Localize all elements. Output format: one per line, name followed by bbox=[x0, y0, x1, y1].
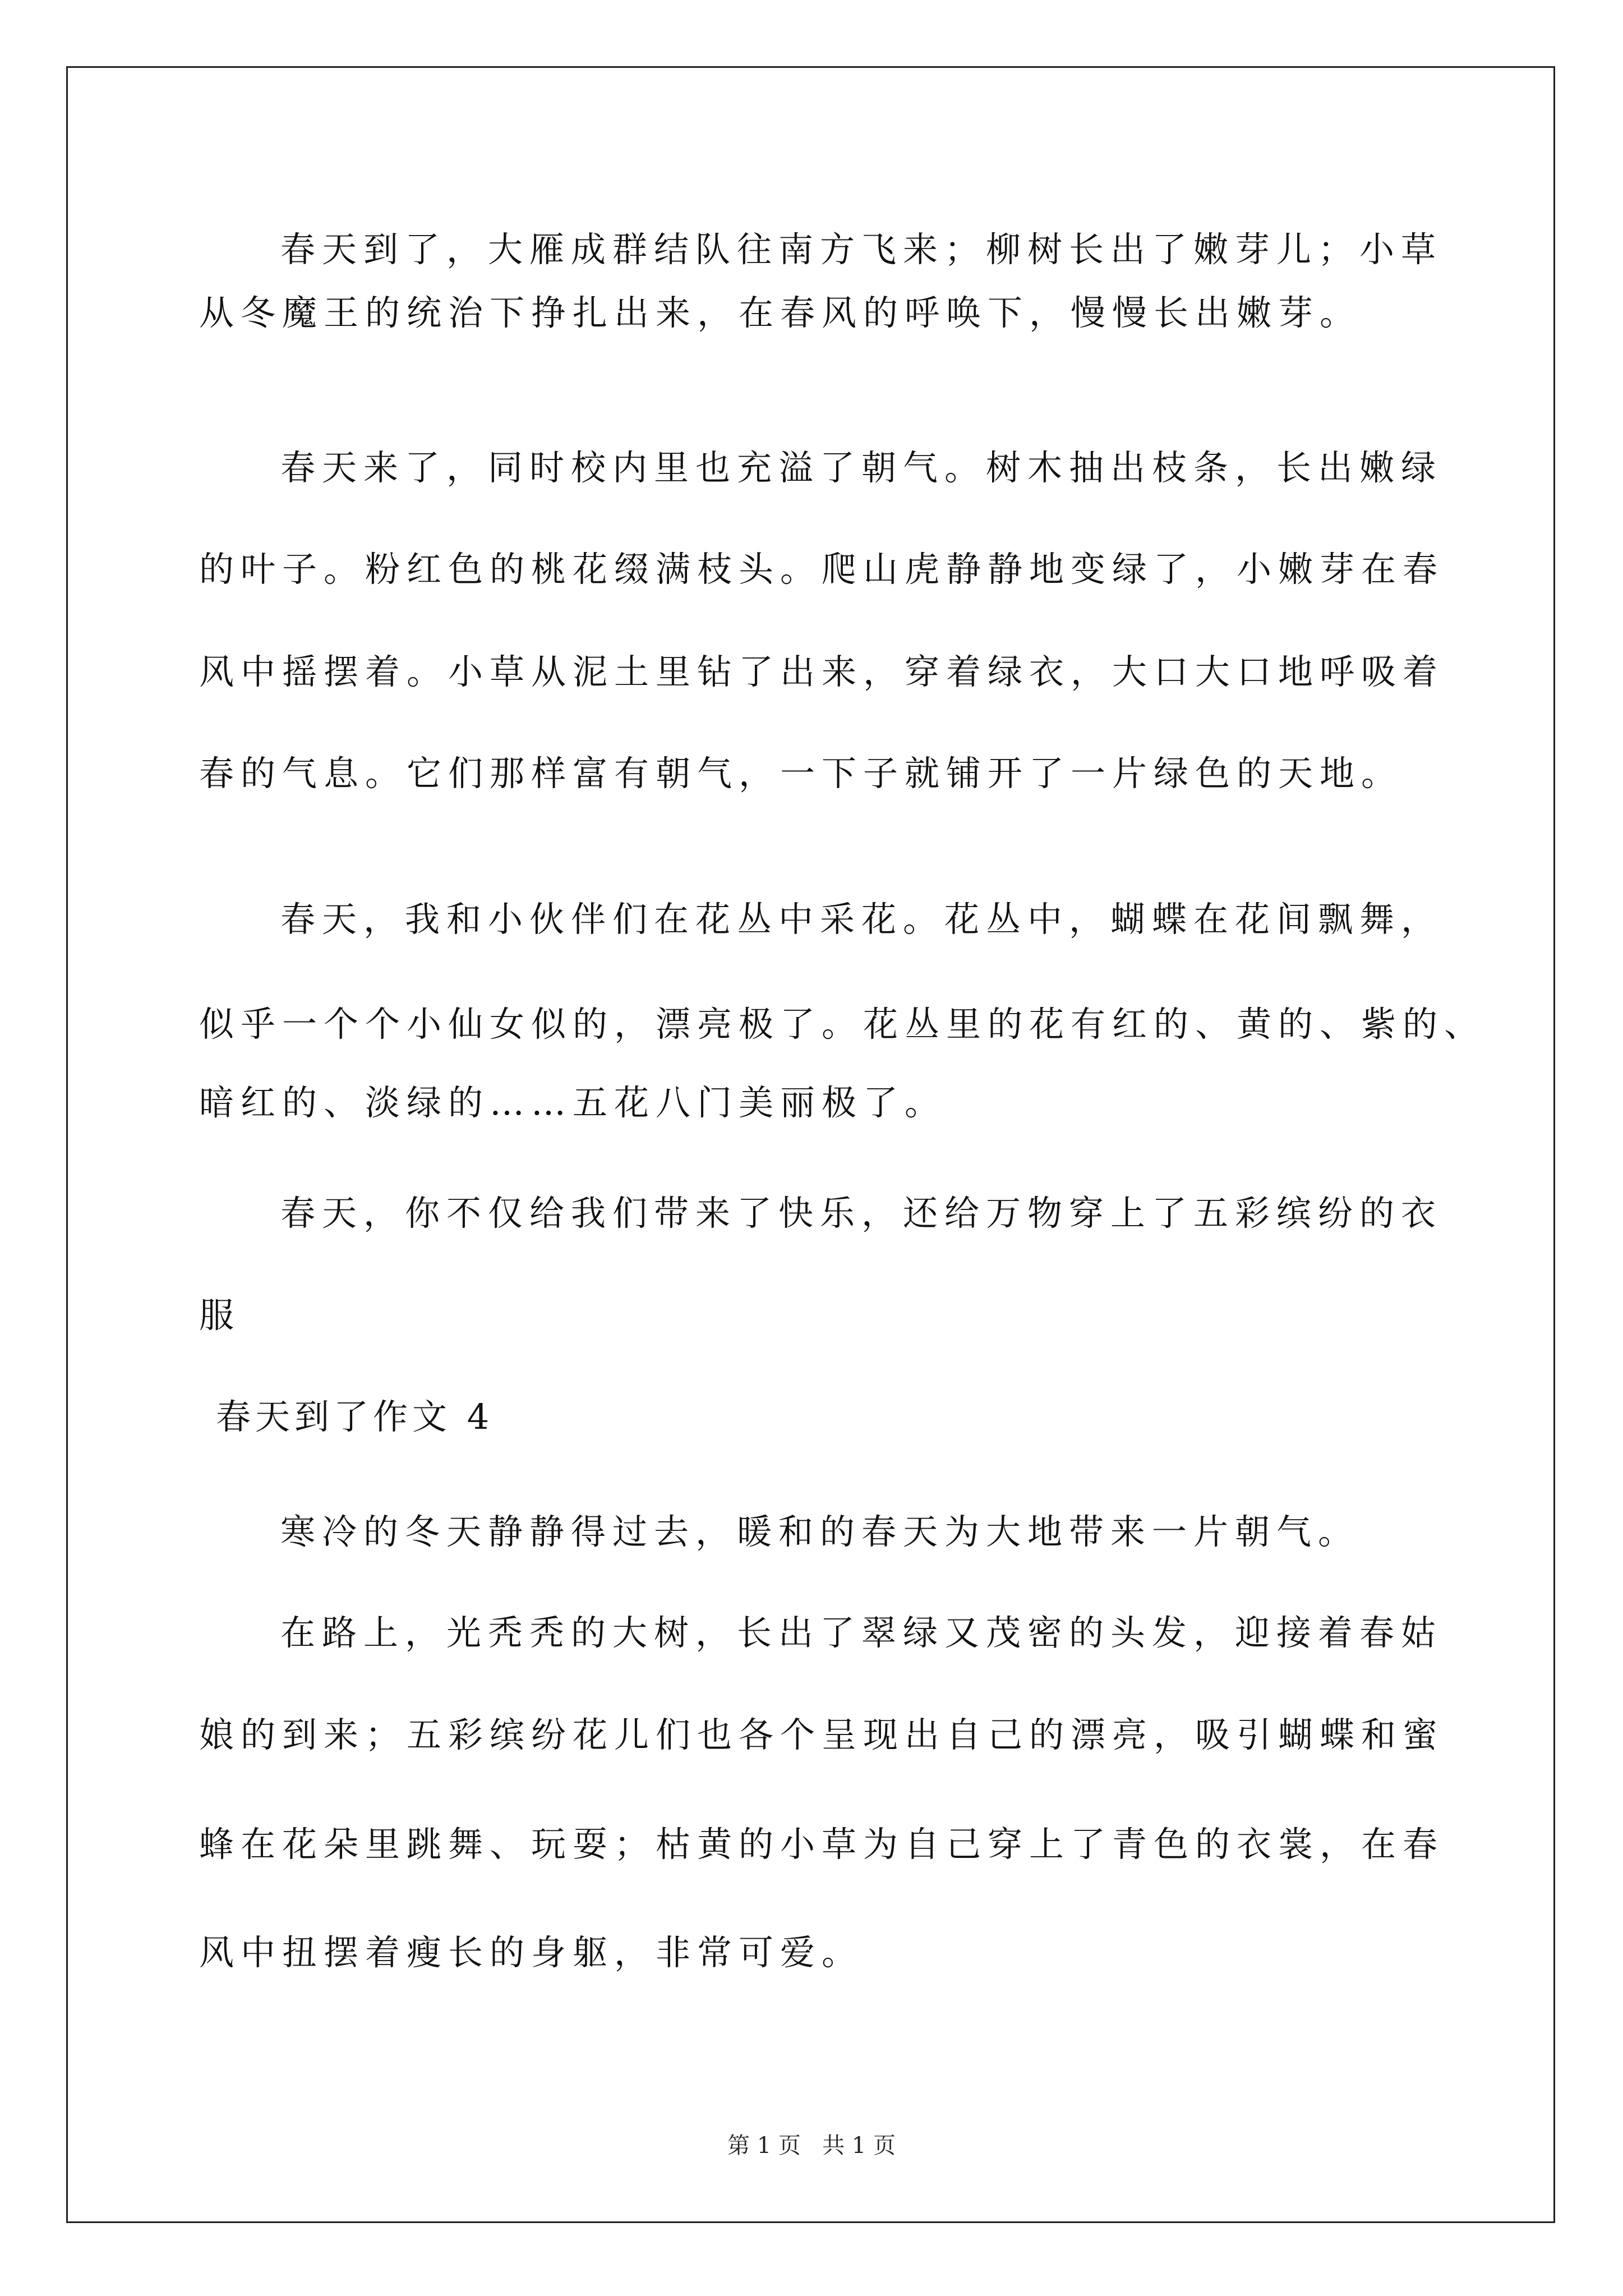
paragraph-line: 春的气息。它们那样富有朝气，一下子就铺开了一片绿色的天地。 bbox=[199, 753, 1403, 794]
paragraph-line: 的叶子。粉红色的桃花缀满枝头。爬山虎静静地变绿了，小嫩芽在春 bbox=[199, 549, 1445, 590]
paragraph-line: 从冬魔王的统治下挣扎出来，在春风的呼唤下，慢慢长出嫩芽。 bbox=[199, 292, 1362, 333]
paragraph-line: 似乎一个个小仙女似的，漂亮极了。花丛里的花有红的、黄的、紫的、 bbox=[199, 1004, 1486, 1045]
paragraph-line: 蜂在花朵里跳舞、玩耍；枯黄的小草为自己穿上了青色的衣裳，在春 bbox=[199, 1824, 1445, 1865]
paragraph-line: 春天，你不仅给我们带来了快乐，还给万物穿上了五彩缤纷的衣 bbox=[280, 1193, 1443, 1234]
page-border bbox=[66, 66, 1555, 2223]
paragraph-line: 娘的到来；五彩缤纷花儿们也各个呈现出自己的漂亮，吸引蝴蝶和蜜 bbox=[199, 1714, 1445, 1755]
paragraph-line: 暗红的、淡绿的……五花八门美丽极了。 bbox=[199, 1082, 947, 1123]
page-number: 第 1 页 共 1 页 bbox=[727, 2133, 896, 2159]
paragraph-line: 寒冷的冬天静静得过去，暖和的春天为大地带来一片朝气。 bbox=[280, 1511, 1360, 1552]
paragraph-line: 风中摇摆着。小草从泥土里钻了出来，穿着绿衣，大口大口地呼吸着 bbox=[199, 651, 1445, 692]
paragraph-line: 春天，我和小伙伴们在花丛中采花。花丛中，蝴蝶在花间飘舞， bbox=[280, 899, 1443, 940]
paragraph-line: 春天到了，大雁成群结队往南方飞来；柳树长出了嫩芽儿；小草 bbox=[280, 229, 1443, 270]
paragraph-line: 在路上，光秃秃的大树，长出了翠绿又茂密的头发，迎接着春姑 bbox=[280, 1612, 1443, 1653]
paragraph-line: 风中扭摆着瘦长的身躯，非常可爱。 bbox=[199, 1932, 864, 1973]
paragraph-line: 春天来了，同时校内里也充溢了朝气。树木抽出枝条，长出嫩绿 bbox=[280, 447, 1443, 488]
section-heading: 春天到了作文 4 bbox=[216, 1396, 494, 1437]
paragraph-line: 服 bbox=[199, 1295, 241, 1336]
